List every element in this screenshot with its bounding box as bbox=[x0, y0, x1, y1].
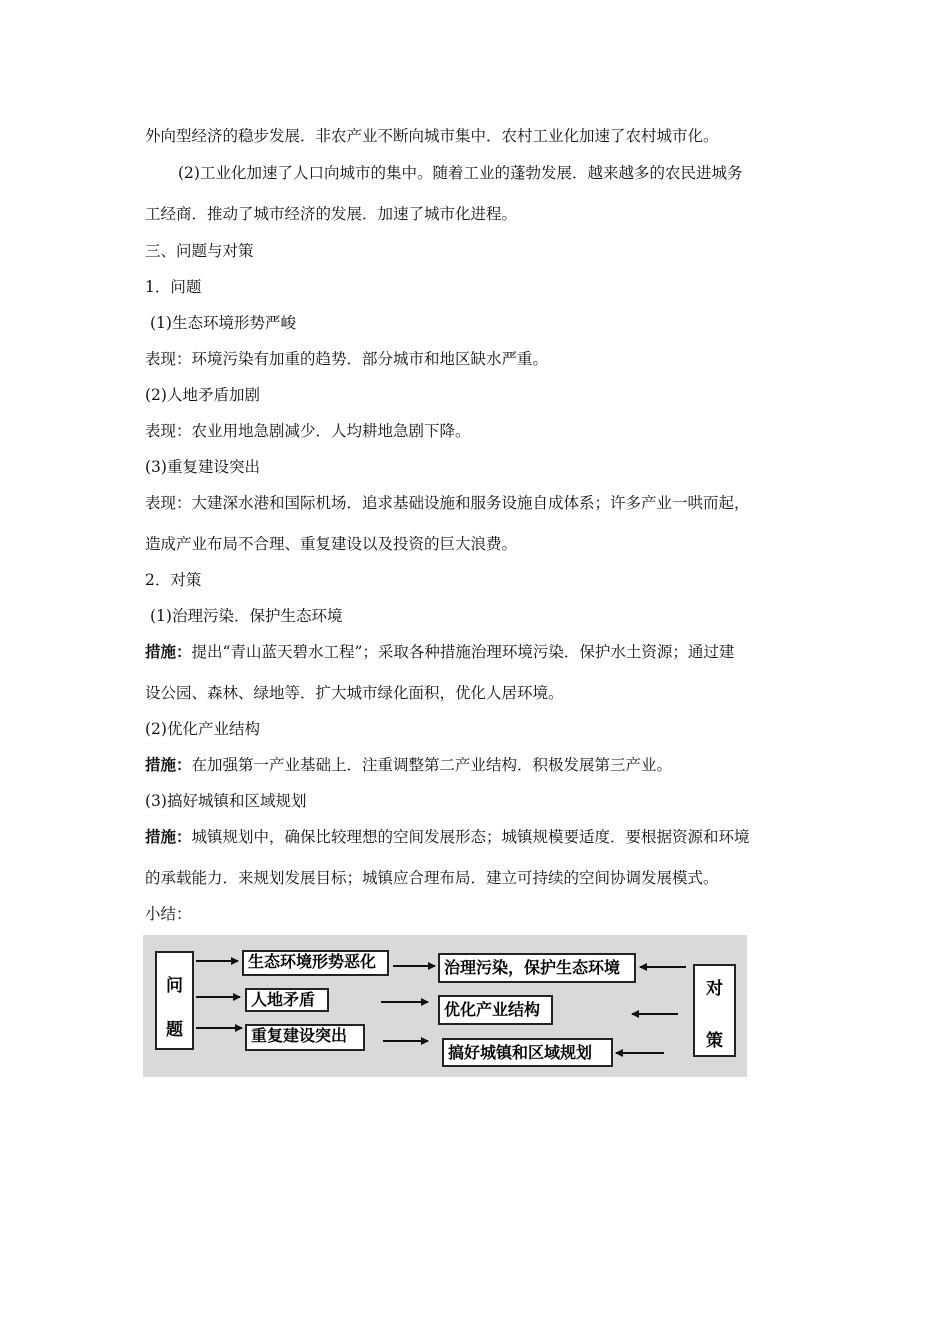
solution-box: 治理污染，保护生态环境 bbox=[438, 953, 636, 983]
paragraph-line: 造成产业布局不合理、重复建设以及投资的巨大浪费。 bbox=[145, 535, 518, 553]
solutions-label-box bbox=[693, 964, 736, 1057]
item-heading: (2)人地矛盾加剧 bbox=[145, 386, 260, 404]
summary-heading: 小结： bbox=[145, 905, 192, 923]
item-heading: (2)优化产业结构 bbox=[145, 720, 260, 738]
paragraph-line: 工经商．推动了城市经济的发展．加速了城市化进程。 bbox=[145, 205, 518, 223]
subsection-heading: 1．问题 bbox=[145, 278, 202, 296]
paragraph-line: 表现：环境污染有加重的趋势．部分城市和地区缺水严重。 bbox=[145, 350, 549, 368]
measure-line bbox=[145, 827, 815, 847]
measure-line bbox=[145, 755, 815, 775]
measure-text: 提出“青山蓝天碧水工程”；采取各种措施治理环境污染．保护水土资源；通过建 bbox=[191, 643, 735, 661]
problem-box: 人地矛盾 bbox=[245, 988, 329, 1012]
measure-text: 在加强第一产业基础上．注重调整第二产业结构．积极发展第三产业。 bbox=[191, 756, 673, 774]
solutions-label-char: 策 bbox=[706, 1031, 723, 1051]
measure-label: 措施： bbox=[145, 642, 192, 661]
problems-label-box bbox=[155, 951, 194, 1050]
measure-label: 措施： bbox=[145, 827, 192, 846]
solution-box: 优化产业结构 bbox=[438, 995, 553, 1025]
paragraph-line: 表现：农业用地急剧减少．人均耕地急剧下降。 bbox=[145, 422, 471, 440]
problems-label-char: 题 bbox=[166, 1020, 183, 1040]
item-heading: (1)治理污染．保护生态环境 bbox=[150, 607, 343, 625]
paragraph-line: 表现：大建深水港和国际机场．追求基础设施和服务设施自成体系；许多产业一哄而起， bbox=[145, 494, 750, 512]
measure-text: 城镇规划中，确保比较理想的空间发展形态；城镇规模要适度．要根据资源和环境 bbox=[191, 828, 750, 846]
section-heading: 三、问题与对策 bbox=[145, 242, 254, 260]
problem-box: 生态环境形势恶化 bbox=[242, 950, 389, 976]
subsection-heading: 2．对策 bbox=[145, 571, 202, 589]
measure-label: 措施： bbox=[145, 755, 192, 774]
item-heading: (3)重复建设突出 bbox=[145, 458, 260, 476]
measure-line bbox=[145, 642, 815, 662]
paragraph-line: 的承载能力．来规划发展目标；城镇应合理布局．建立可持续的空间协调发展模式。 bbox=[145, 869, 719, 887]
paragraph-line: (2)工业化加速了人口向城市的集中。随着工业的蓬勃发展．越来越多的农民进城务 bbox=[178, 164, 743, 182]
item-heading: (3)搞好城镇和区域规划 bbox=[145, 792, 307, 810]
paragraph-line: 外向型经济的稳步发展．非农产业不断向城市集中．农村工业化加速了农村城市化。 bbox=[145, 127, 719, 145]
problems-label-char: 问 bbox=[166, 976, 183, 996]
item-heading: (1)生态环境形势严峻 bbox=[150, 314, 296, 332]
problem-box: 重复建设突出 bbox=[245, 1024, 365, 1051]
summary-diagram bbox=[143, 935, 747, 1077]
solutions-label-char: 对 bbox=[706, 979, 723, 999]
paragraph-line: 设公园、森林、绿地等．扩大城市绿化面积，优化人居环境。 bbox=[145, 684, 564, 702]
solution-box: 搞好城镇和区域规划 bbox=[442, 1038, 613, 1067]
